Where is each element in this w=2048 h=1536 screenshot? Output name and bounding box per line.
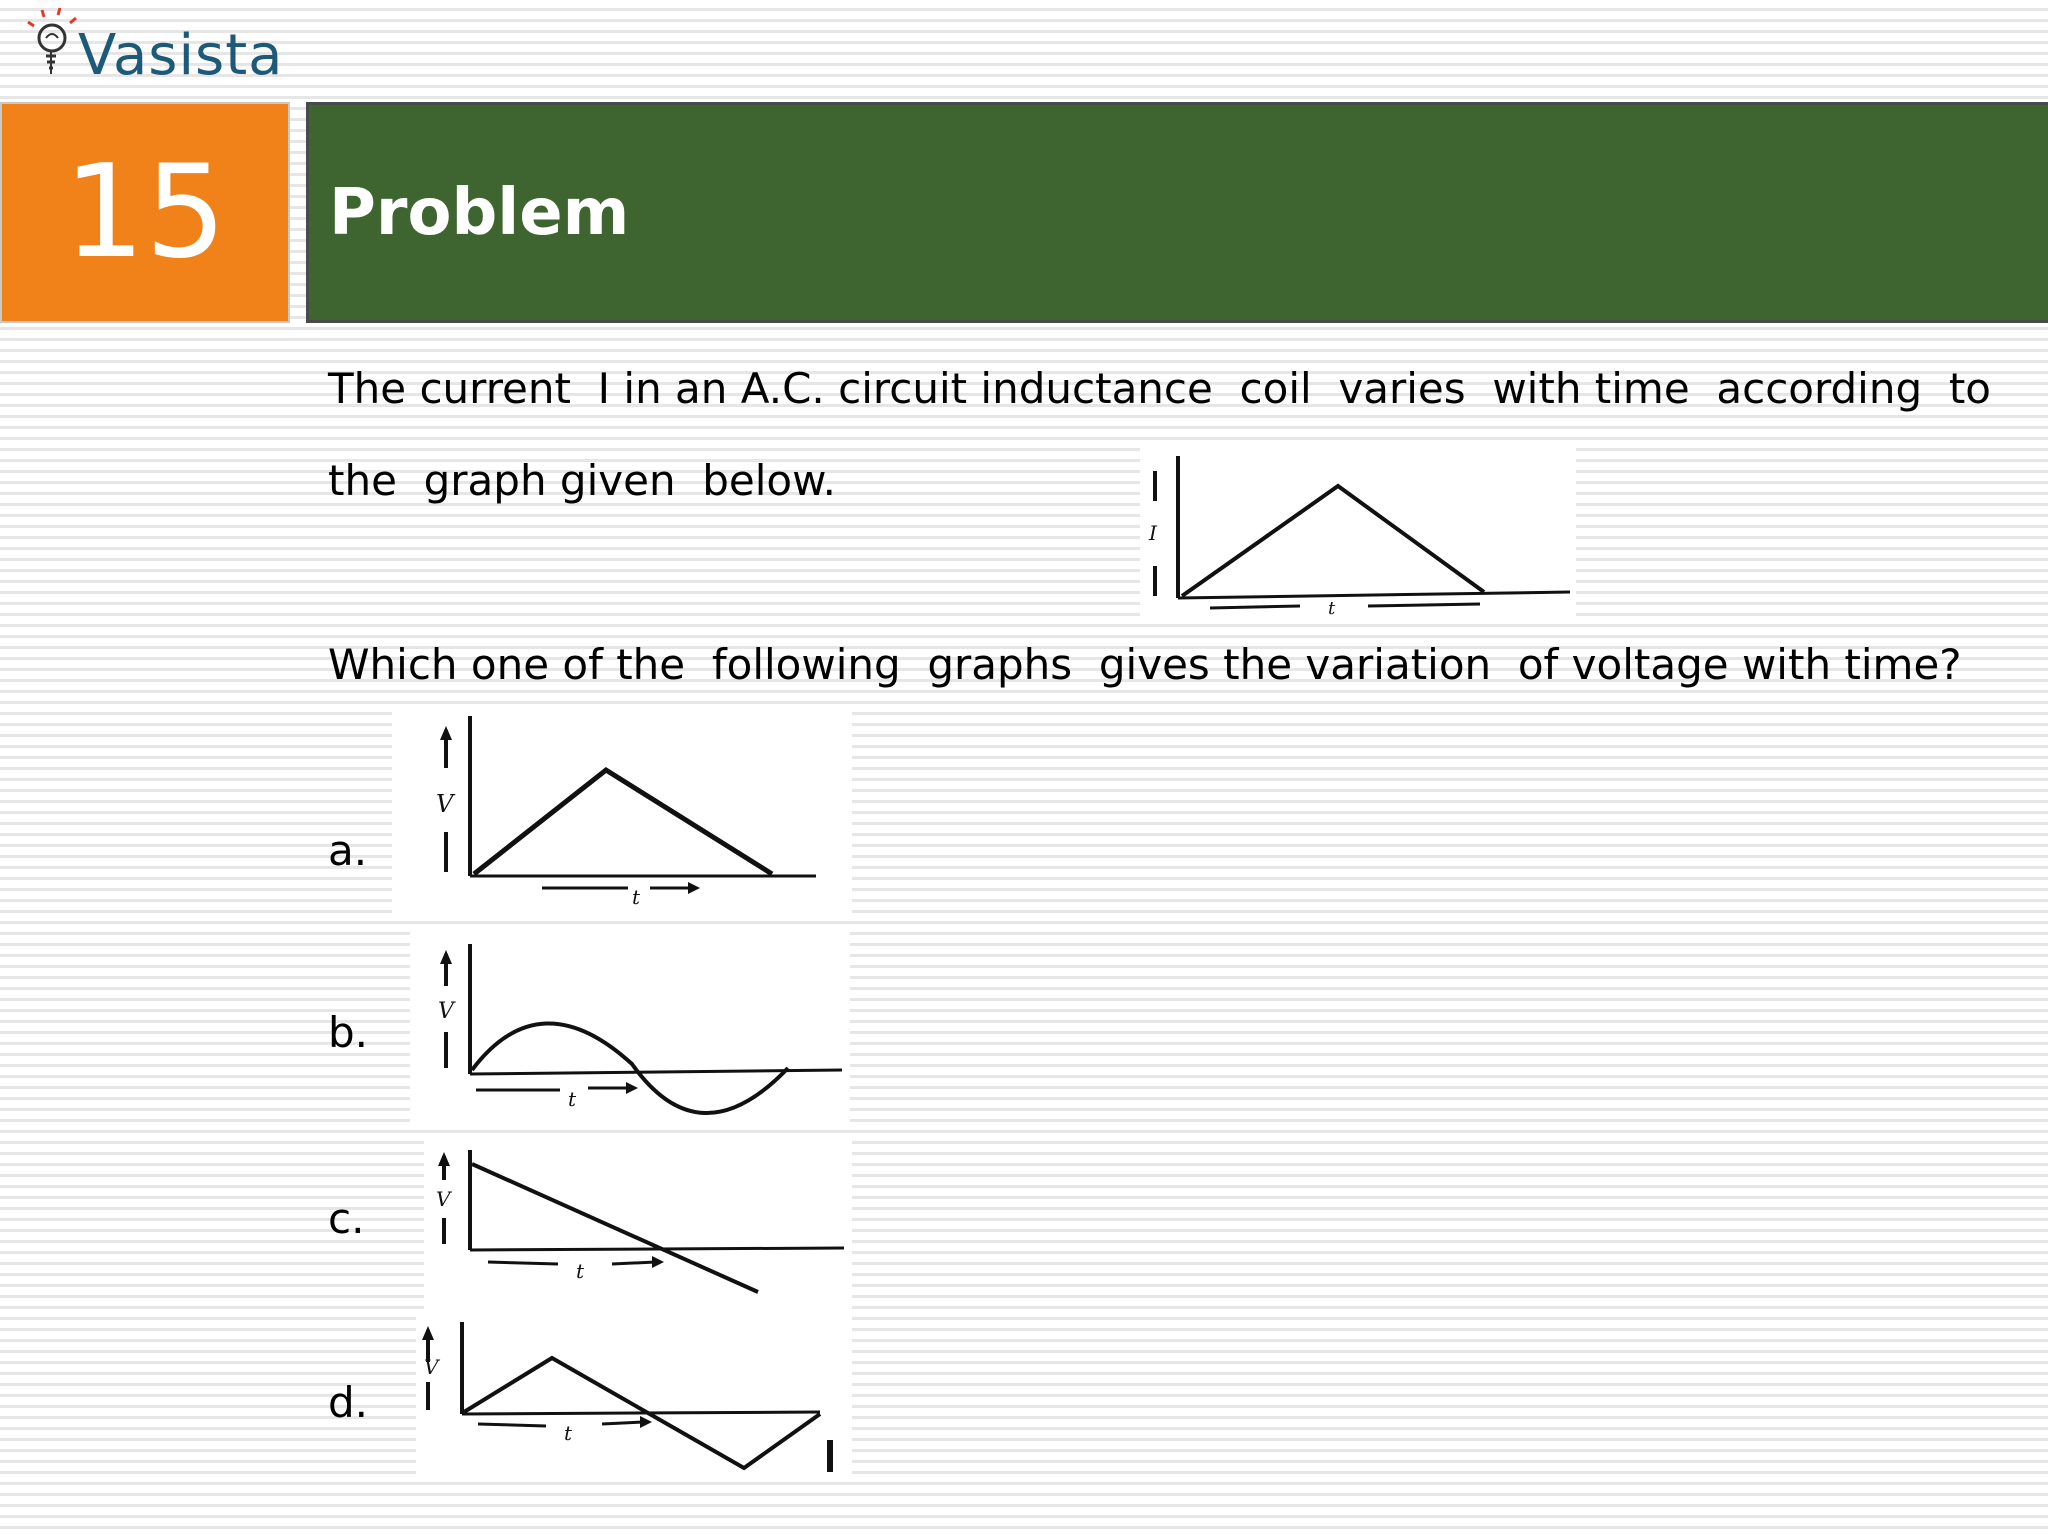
option-c-label[interactable]: c. (328, 1194, 365, 1243)
question-line-2: the graph given below. (328, 456, 836, 505)
option-a-graph[interactable] (392, 708, 852, 920)
current-graph-figure (1140, 446, 1576, 618)
current-time-label: t (1328, 598, 1336, 618)
vasista-logo (20, 4, 290, 96)
option-c-time-label: t (576, 1259, 585, 1283)
question-line-1: The current I in an A.C. circuit inductance coil varies with time according to (328, 364, 1991, 413)
logo-text: Vasista (78, 23, 284, 88)
option-b-time-label: t (568, 1087, 577, 1111)
option-b-sine-curve (472, 1023, 788, 1113)
option-d-voltage-label: V (424, 1355, 439, 1379)
option-d-label[interactable]: d. (328, 1378, 369, 1427)
option-c-voltage-label: V (436, 1187, 451, 1211)
current-triangle-curve (1182, 486, 1484, 596)
option-a-triangle-curve (474, 770, 772, 874)
current-graph-x-axis (1178, 592, 1570, 598)
option-c-descending-line (472, 1164, 758, 1292)
option-b-voltage-label: V (438, 999, 454, 1024)
option-d-time-label: t (564, 1421, 573, 1445)
slide-number-box (0, 102, 290, 323)
option-a-voltage-label: V (436, 790, 454, 818)
title-bar (306, 102, 2048, 323)
option-b-graph[interactable] (410, 930, 850, 1130)
current-axis-label: I (1149, 521, 1157, 545)
option-a-time-label: t (632, 885, 641, 909)
option-b-label[interactable]: b. (328, 1008, 369, 1057)
option-d-graph[interactable] (416, 1314, 852, 1480)
slide-number: 15 (63, 137, 227, 287)
option-c-graph[interactable] (424, 1140, 852, 1310)
option-a-label[interactable]: a. (328, 826, 368, 875)
slide-title: Problem (329, 176, 630, 250)
question-line-3: Which one of the following graphs gives the variation of voltage with time? (328, 640, 1962, 689)
